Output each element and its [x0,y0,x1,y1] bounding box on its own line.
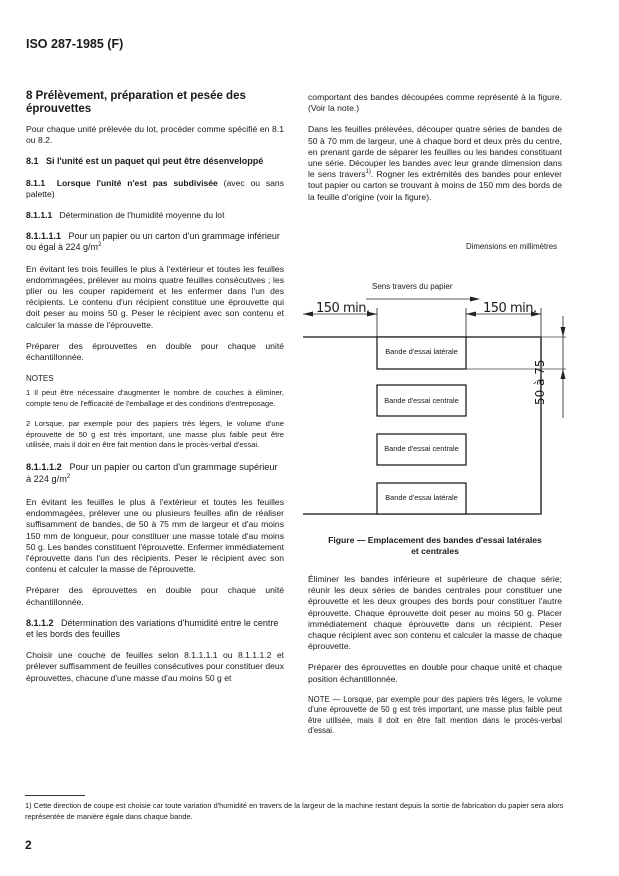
paragraph-part: . Rogner les extrémités des bandes pour enlever tout papier ou carton se trouvant à moins de 150 mm des bords de la feuille d'origine (voir la figure). [308,169,562,202]
caption-line-2: et centrales [411,546,459,556]
section-8-1-1-1-2-heading [26,462,284,484]
superscript: 2 [66,473,71,480]
right-margin-label: 150 min. [483,301,537,316]
note: NOTE — Lorsque, par exemple pour des papiers très légers, le volume d'une éprouvette de 50 g est très important, une masse plus faible peut être utilisée, mais il doit en être fait mention dans le procès-verbal d'essai. [308,694,562,736]
section-number: 8.1.1.2 [26,617,54,628]
paragraph: Choisir une couche de feuilles selon 8.1.1.1.1 ou 8.1.1.1.2 et prélever suffisamment de feuilles consécutives pour constituer deux éprouvettes, chacune d'une masse d'au moins 50 g et [26,650,284,683]
left-column [26,90,284,694]
caption-line-1: Figure — Emplacement des bandes d'essai latérales [328,535,542,545]
section-title: Lorsque l'unité n'est pas subdivisée [56,177,218,188]
paragraph: Préparer des éprouvettes en double pour chaque unité échantillonnée. [26,340,284,363]
section-number: 8.1.1.1.2 [26,462,62,473]
strip-3-label: Bande d'essai centrale [384,444,459,453]
footnote-ref: 1) [365,169,371,176]
figure-caption [308,535,562,557]
left-margin-label: 150 min. [316,301,370,316]
section-title: Pour un papier ou carton d'un grammage supérieur à 224 g/m [26,462,278,484]
document-header: ISO 287-1985 (F) [26,37,124,51]
section-title-rest: (avec ou sans palette) [26,177,284,199]
dimensions-note: Dimensions en millimètres [466,242,557,251]
paragraph-part: Dans les feuilles prélevées, découper quatre séries de bandes de 50 à 70 mm de largeur, une à chaque bord et deux près du centre, en prenant garde de séparer les feuilles ou les bandes constituant une série. Découper les bandes avec leur grande dimension dans le sens travers [308,124,562,180]
note-1: 1 Il peut être nécessaire d'augmenter le nombre de couches à éliminer, compte tenu de l'efficacité de l'emballage et des conditions d'entreposage. [26,388,284,408]
strip-2-label: Bande d'essai centrale [384,396,459,405]
note-2: 2 Lorsque, par exemple pour des papiers très légers, le volume d'une éprouvette de 50 g est très important, une masse plus faible peut être utilisée, mais il doit en être fait mention dans le procès-verbal d'essai. [26,419,284,450]
section-number: 8.1.1.1.1 [26,231,62,242]
footnote-divider [25,795,85,796]
footnote: 1) Cette direction de coupe est choisie car toute variation d'humidité en travers de la largeur de la machine restant depuis la sortie de fabrication du papier sera alors représentée de manière égale dans chaque bande. [25,801,564,821]
page-number: 2 [25,838,32,852]
section-8-1-1-2-heading [26,618,284,640]
section-title: Détermination des variations d'humidité entre le centre et les bords des feuilles [26,617,279,639]
paragraph [308,124,562,202]
section-8-title: 8 Prélèvement, préparation et pesée des éprouvettes [26,90,246,115]
paragraph: En évitant les trois feuilles le plus à l'extérieur et toutes les feuilles endommagées, prélever au moins quatre feuilles consécutives ; les plier ou les couper rapidement et les enfermer dans l'un des récipients. Le contenu d'un récipient constitue une éprouvette qui doit peser au moins 50 g. Peser le récipient avec son contenu et calculer la masse de l'éprouvette. [26,263,284,330]
notes-title: NOTES [26,374,54,384]
section-title: Si l'unité est un paquet qui peut être désenveloppé [46,156,264,167]
paragraph: Préparer des éprouvettes en double pour chaque unité et chaque position échantillonnée. [308,662,562,684]
section-number: 8.1.1.1 [26,210,53,221]
section-title: Détermination de l'humidité moyenne du lot [59,210,225,221]
paragraph: Préparer des éprouvettes en double pour chaque unité échantillonnée. [26,585,284,607]
paragraph: En évitant les feuilles le plus à l'extérieur et toutes les feuilles endommagées, prélever une ou plusieurs feuilles afin de réaliser suffisamment de bandes, de 50 à 75 mm de largeur et d'au moins 150 mm de longueur, pour constituer une masse totale d'au moins 50 g. Les bandes constituent l'éprouvette. Enfermer immédiatement l'éprouvette dans l'un des récipients. Peser le récipient avec son contenu et calculer la masse de l'éprouvette. [26,496,284,575]
direction-arrowhead-icon [470,297,480,302]
direction-label: Sens travers du papier [372,282,453,291]
section-8-1-1-1-1-heading [26,231,284,253]
right-column-top [308,92,562,213]
superscript: 2 [98,242,102,249]
section-number: 8.1 [26,156,39,167]
section-number: 8.1.1 [26,177,46,188]
right-column-bottom [308,574,562,746]
section-title: Pour un papier ou un carton d'un grammage inférieur ou égal à 224 g/m [26,231,280,253]
paragraph: Éliminer les bandes inférieure et supérieure de chaque série; réunir les deux séries de bandes centrales pour constituer une éprouvette et les deux groupes des bords pour constituer l'autre éprouvette. Chaque éprouvette doit peser au moins 50 g. Placer immédiatement chaque éprouvette dans un récipient. Peser chaque récipient avec son contenu et calculer la masse de chaque éprouvette. [308,574,562,652]
strip-1-label: Bande d'essai latérale [385,347,458,356]
strip-width-label: 50 à 75 [533,359,547,405]
paragraph: comportant des bandes découpées comme représenté à la figure. (Voir la note.) [308,92,562,114]
strip-4-label: Bande d'essai latérale [385,493,458,502]
section-8-1-1-heading [26,178,284,200]
section-8-1-heading [26,156,284,167]
section-8-intro: Pour chaque unité prélevée du lot, procéder comme spécifié en 8.1 ou 8.2. [26,124,284,146]
section-8-1-1-1-heading [26,210,284,221]
